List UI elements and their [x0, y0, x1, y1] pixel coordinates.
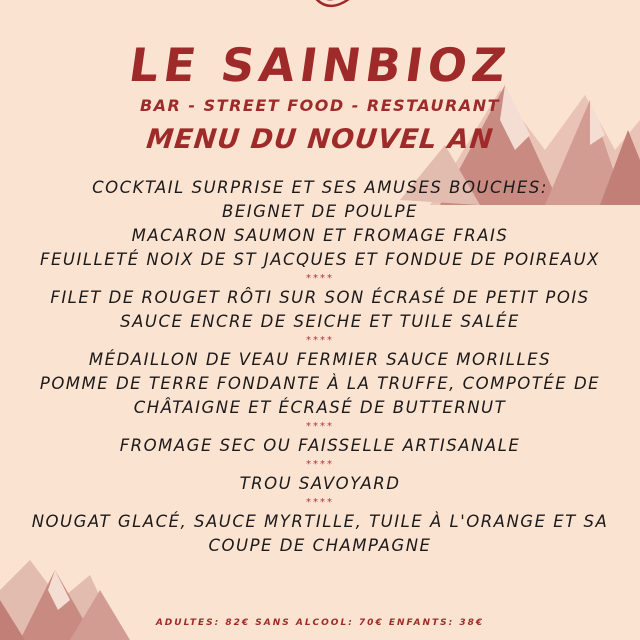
course-separator: ****: [306, 497, 334, 508]
menu-courses: [20, 176, 620, 558]
restaurant-name: LE SAINBIOZ: [125, 38, 515, 92]
menu-line: POMME DE TERRE FONDANTE À LA TRUFFE, COMPOTÉE DE: [39, 374, 601, 393]
course-separator: ****: [306, 335, 334, 346]
menu-line: SAUCE ENCRE DE SEICHE ET TUILE SALÉE: [120, 312, 520, 331]
menu-line: FEUILLETÉ NOIX DE ST JACQUES ET FONDUE DE POIREAUX: [40, 250, 600, 269]
menu-title: MENU DU NOUVEL AN: [144, 124, 496, 155]
menu-line: COUPE DE CHAMPAGNE: [208, 536, 432, 555]
course-separator: ****: [306, 421, 334, 432]
menu-line: BEIGNET DE POULPE: [222, 202, 418, 221]
restaurant-tagline: BAR - STREET FOOD - RESTAURANT: [139, 96, 501, 115]
menu-prices: ADULTES: 82€ SANS ALCOOL: 70€ ENFANTS: 38€: [155, 618, 485, 628]
menu-line: MÉDAILLON DE VEAU FERMIER SAUCE MORILLES: [88, 350, 552, 369]
menu-line: CHÂTAIGNE ET ÉCRASÉ DE BUTTERNUT: [133, 398, 507, 417]
menu-line: FROMAGE SEC OU FAISSELLE ARTISANALE: [119, 436, 521, 455]
restaurant-logo: [300, 0, 360, 20]
course-separator: ****: [306, 273, 334, 284]
course-separator: ****: [306, 459, 334, 470]
menu-line: MACARON SAUMON ET FROMAGE FRAIS: [131, 226, 509, 245]
menu-line: FILET DE ROUGET RÔTI SUR SON ÉCRASÉ DE PETIT POIS: [50, 288, 590, 307]
menu-line: TROU SAVOYARD: [239, 474, 401, 493]
menu-line: COCKTAIL SURPRISE ET SES AMUSES BOUCHES:: [92, 178, 548, 197]
menu-line: NOUGAT GLACÉ, SAUCE MYRTILLE, TUILE À L'ORANGE ET SA: [31, 512, 609, 531]
